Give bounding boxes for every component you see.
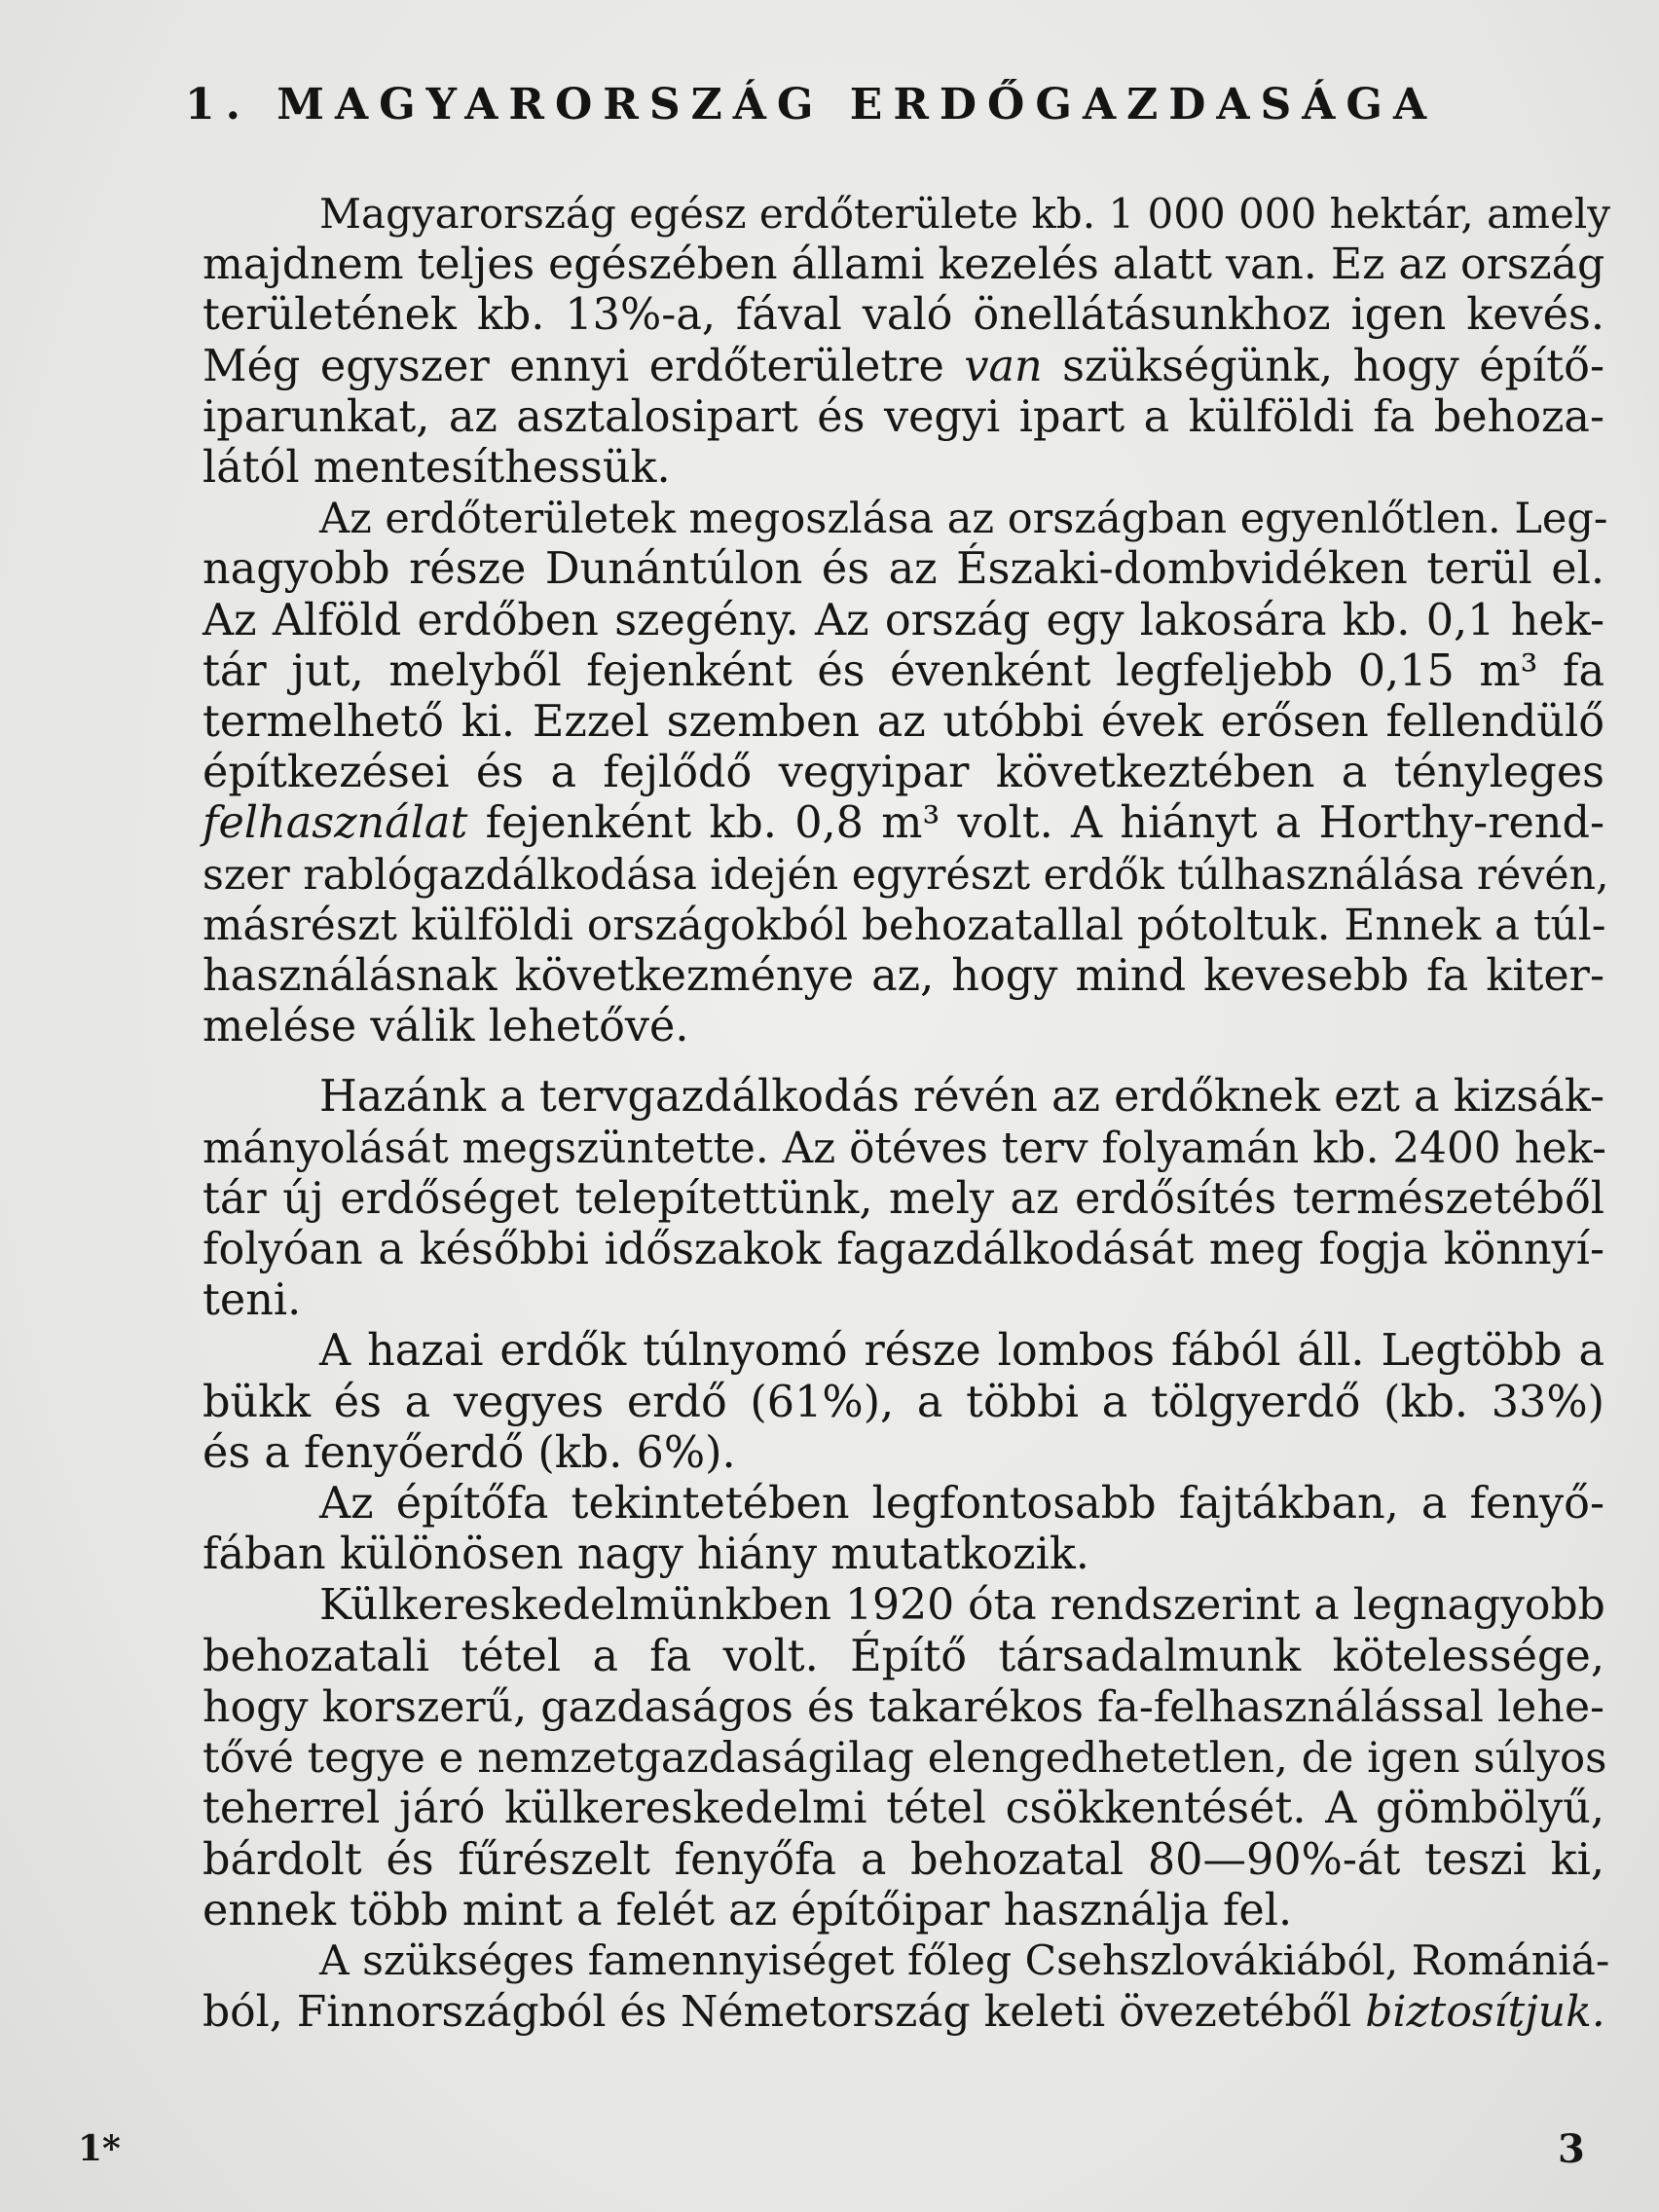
text-line: majdnem teljes egészében állami kezelés alatt van. Ez az ország	[203, 240, 1605, 290]
text-line: felhasználat fejenként kb. 0,8 m³ volt. A hiányt a Horthy-rend-	[203, 798, 1604, 849]
text-line: tár új erdőséget telepítettünk, mely az erdősítés természetéből	[203, 1173, 1604, 1224]
italic-word: felhasználat	[203, 798, 468, 849]
text-line: mányolását megszüntette. Az ötéves terv folyamán kb. 2400 hek-	[203, 1123, 1606, 1173]
text-line: építkezései és a fejlődő vegyipar következtében a tényleges	[203, 748, 1604, 798]
chapter-heading: 1. MAGYARORSZÁG ERDŐGAZDASÁGA	[185, 80, 1438, 129]
text-line: termelhető ki. Ezzel szemben az utóbbi évek erősen fellendülő	[203, 697, 1604, 748]
text-line: fában különösen nagy hiány mutatkozik.	[203, 1530, 1089, 1580]
text-line: A hazai erdők túlnyomó része lombos fából áll. Legtöbb a	[319, 1326, 1604, 1377]
text-line: Magyarország egész erdőterülete kb. 1 000 000 hektár, amely	[319, 190, 1611, 238]
text-line: tővé tegye e nemzetgazdaságilag elengedhetetlen, de igen súlyos	[203, 1734, 1607, 1784]
text-line: lától mentesíthessük.	[203, 443, 671, 494]
signature-mark: 1*	[78, 2128, 121, 2169]
text-line: iparunkat, az asztalosipart és vegyi ipart a külföldi fa behoza-	[203, 391, 1604, 442]
text-line: nagyobb része Dunántúlon és az Északi-dombvidéken terül el.	[203, 544, 1604, 595]
text-line: Az erdőterületek megoszlása az országban egyenlőtlen. Leg-	[319, 495, 1608, 544]
text-line: bárdolt és fűrészelt fenyőfa a behozatal 80—90%-át teszi ki,	[203, 1834, 1604, 1885]
text-line: Még egyszer ennyi erdőterületre van szükségünk, hogy építő-	[203, 341, 1604, 391]
text-line: behozatali tétel a fa volt. Építő társadalmunk kötelessége,	[203, 1631, 1604, 1681]
text-line: Az Alföld erdőben szegény. Az ország egy lakosára kb. 0,1 hek-	[203, 595, 1604, 645]
text-line: A szükséges famennyiséget főleg Csehszlovákiából, Romániá-	[319, 1936, 1610, 1985]
page-number: 3	[1558, 2126, 1585, 2172]
text-line: használásnak következménye az, hogy mind kevesebb fa kiter-	[203, 951, 1604, 1002]
text-line: folyóan a későbbi időszakok fagazdálkodását meg fogja könnyí-	[203, 1225, 1604, 1275]
text-line: ennek több mint a felét az építőipar használja fel.	[203, 1885, 1293, 1936]
paragraph-5	[86, 1479, 1604, 1580]
text-line: tár jut, melyből fejenként és évenként legfeljebb 0,15 m³ fa	[203, 645, 1604, 696]
paragraph-6	[86, 1580, 1607, 1936]
text-line: teni.	[203, 1275, 302, 1326]
text-line: melése válik lehetővé.	[203, 1002, 689, 1052]
text-line: teherrel járó külkereskedelmi tétel csökkentését. A gömbölyű,	[203, 1784, 1604, 1834]
paragraph-7	[86, 1936, 1610, 2038]
text-line: Hazánk a tervgazdálkodás révén az erdőknek ezt a kizsák-	[319, 1072, 1604, 1123]
italic-word: biztosítjuk.	[1365, 1987, 1605, 2038]
text-line: Külkereskedelmünkben 1920 óta rendszerint a legnagyobb	[319, 1580, 1605, 1631]
paragraph-4	[86, 1326, 1604, 1479]
text-line: területének kb. 13%-a, fával való önellátásunkhoz igen kevés.	[203, 290, 1604, 341]
text-line: szer rablógazdálkodása idején egyrészt erdők túlhasználása révén,	[203, 850, 1609, 900]
body-text	[86, 189, 1611, 2038]
paragraph-3	[86, 1072, 1604, 1326]
paragraph-1	[86, 189, 1611, 494]
italic-word: van	[964, 341, 1043, 391]
text-line: másrészt külföldi országokból behozatallal pótoltuk. Ennek a túl-	[203, 900, 1606, 950]
text-line: bükk és a vegyes erdő (61%), a többi a tölgyerdő (kb. 33%)	[203, 1377, 1604, 1427]
text-line: Az építőfa tekintetében legfontosabb fajtákban, a fenyő-	[319, 1479, 1604, 1530]
text-line: és a fenyőerdő (kb. 6%).	[203, 1427, 736, 1478]
paragraph-2	[86, 494, 1609, 1052]
text-line: hogy korszerű, gazdaságos és takarékos fa-felhasználással lehe-	[203, 1681, 1604, 1732]
text-line: ból, Finnországból és Németország keleti övezetéből biztosítjuk.	[203, 1987, 1605, 2038]
